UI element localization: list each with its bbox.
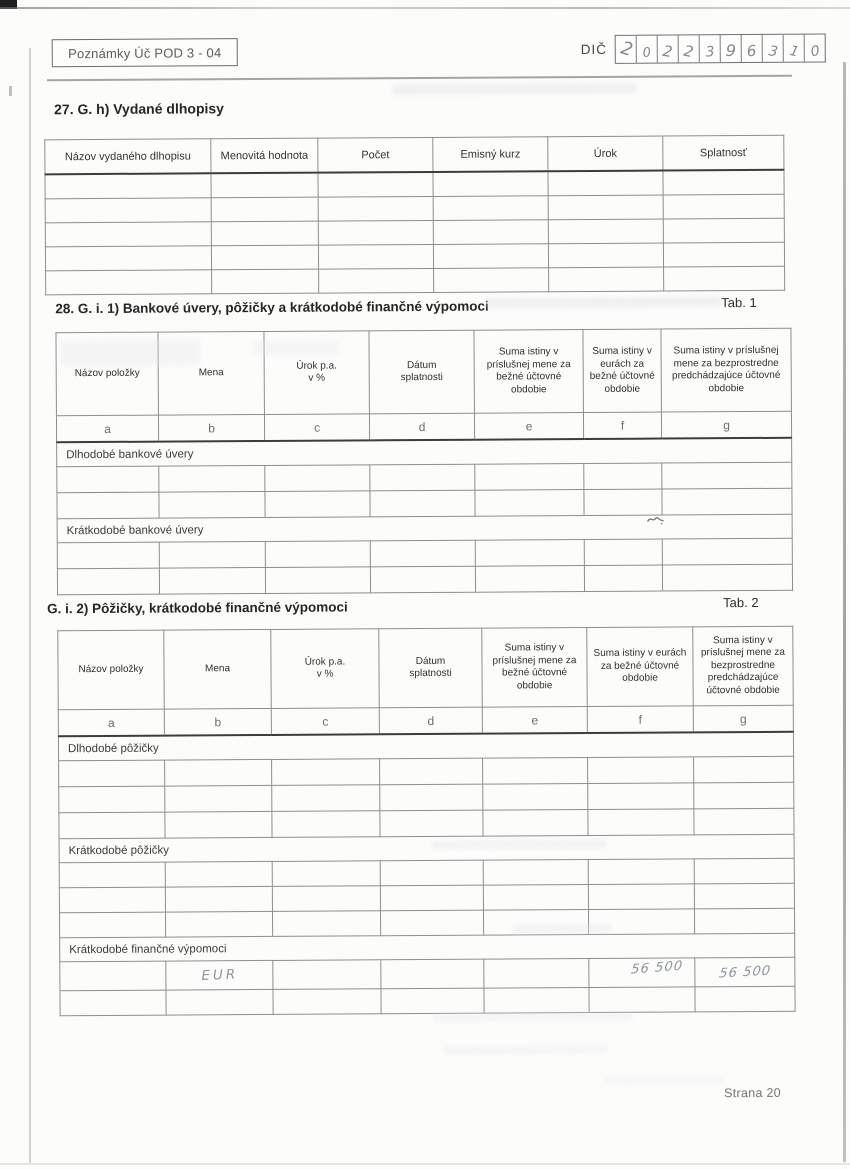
handwritten-digit: 6	[746, 41, 758, 61]
empty-cell	[662, 488, 792, 515]
section-gi2-title: G. i. 2) Pôžičky, krátkodobé finančné výpomoci	[47, 599, 348, 617]
empty-cell	[272, 811, 380, 838]
column-letter: f	[583, 412, 661, 439]
empty-cell	[211, 221, 318, 246]
empty-cell	[380, 784, 483, 811]
empty-cell	[549, 267, 664, 292]
column-header: Úrok	[548, 136, 663, 171]
empty-cell	[265, 465, 370, 492]
empty-cell	[265, 491, 370, 518]
column-header: Menovitá hodnota	[211, 138, 318, 173]
scan-artifact	[443, 1045, 608, 1055]
column-letter: a	[56, 415, 158, 442]
handwritten-digit: 1	[787, 42, 801, 61]
handwritten-digit: 3	[767, 43, 779, 61]
empty-cell	[273, 989, 381, 1015]
group-label: Krátkodobé finančné výpomoci	[60, 933, 795, 961]
empty-cell	[165, 759, 272, 786]
empty-cell	[46, 270, 212, 295]
column-header: Suma istiny v príslušnej mene za bežné účtovné obdobie	[474, 330, 584, 414]
empty-cell	[663, 218, 784, 243]
empty-cell	[159, 465, 265, 492]
empty-cell	[319, 268, 434, 293]
column-letter: a	[58, 709, 164, 736]
table-vydane-dlhopisy	[44, 135, 785, 296]
empty-cell	[433, 220, 548, 245]
empty-cell	[57, 492, 159, 519]
empty-cell	[370, 464, 475, 491]
scan-edge-left	[29, 48, 31, 1163]
column-header: Počet	[318, 137, 433, 172]
dic-digit-cell	[699, 35, 720, 62]
empty-cell	[483, 758, 588, 785]
column-header: Suma istiny v eurách za bežné účtovné obdobie	[583, 329, 662, 412]
column-letter: e	[482, 707, 587, 734]
empty-cell	[694, 808, 794, 835]
empty-cell	[484, 988, 589, 1014]
empty-cell	[475, 464, 584, 491]
section-28-title: 28. G. i. 1) Bankové úvery, pôžičky a krátkodobé finančné výpomoci	[55, 298, 489, 317]
empty-cell	[59, 887, 165, 913]
column-header: Splatnosť	[663, 135, 784, 170]
empty-cell	[165, 911, 272, 937]
handwritten-digit: 2	[661, 41, 675, 62]
column-letter: c	[264, 414, 369, 441]
empty-cell	[370, 490, 475, 517]
column-header: Mena	[158, 331, 265, 415]
tab1-label: Tab. 1	[721, 294, 757, 311]
empty-cell	[159, 541, 265, 568]
empty-cell	[483, 860, 588, 886]
empty-cell	[380, 860, 483, 886]
empty-cell	[381, 988, 484, 1014]
column-header: Úrok p.a. v %	[264, 331, 370, 415]
empty-cell	[380, 885, 483, 911]
dic-field	[581, 34, 826, 64]
table-row-with-values	[60, 957, 795, 990]
table-row	[57, 564, 792, 594]
column-header: Názov vydaného dlhopisu	[45, 139, 211, 175]
empty-cell	[318, 196, 433, 221]
empty-cell	[664, 266, 785, 291]
empty-cell	[211, 173, 318, 198]
scan-edge-bottom	[0, 1163, 850, 1165]
empty-cell	[59, 786, 165, 813]
empty-cell	[433, 171, 548, 196]
empty-cell	[57, 568, 159, 595]
empty-cell	[159, 491, 265, 518]
form-id-box	[52, 38, 238, 67]
empty-cell	[272, 911, 380, 937]
handwritten-digit: 9	[725, 40, 737, 61]
empty-cell	[694, 756, 794, 783]
empty-cell	[60, 961, 166, 991]
dic-digit-cell	[741, 35, 762, 62]
handwritten-amount: 56 500	[629, 958, 684, 978]
empty-cell	[588, 809, 694, 836]
empty-cell	[59, 862, 165, 888]
dic-digit-cell	[762, 35, 783, 62]
empty-cell	[272, 759, 380, 786]
empty-cell	[370, 540, 475, 567]
empty-cell	[694, 782, 794, 809]
column-letter: d	[369, 413, 474, 440]
empty-cell	[166, 989, 273, 1015]
amount-cell-f	[589, 958, 695, 988]
dic-digit-cell	[804, 35, 825, 62]
dic-digit-cell	[783, 35, 804, 62]
handwritten-digit: 0	[642, 45, 652, 62]
scan-mark	[9, 86, 12, 96]
handwritten-currency: EUR	[200, 966, 239, 985]
column-header: Suma istiny v príslušnej mene za bezprostredne predchádzajúce účtovné obdobie	[661, 328, 792, 412]
empty-cell	[165, 785, 272, 812]
empty-cell	[45, 222, 211, 247]
table-header-row	[45, 135, 784, 174]
empty-cell	[548, 171, 663, 196]
empty-cell	[662, 462, 792, 489]
empty-cell	[211, 245, 318, 270]
empty-cell	[272, 861, 380, 887]
column-letter: g	[693, 705, 793, 732]
empty-cell	[380, 910, 483, 936]
empty-cell	[272, 886, 380, 912]
empty-cell	[159, 567, 265, 594]
handwritten-digit: 2	[617, 37, 635, 61]
empty-cell	[45, 246, 211, 271]
empty-cell	[212, 269, 319, 294]
empty-cell	[483, 810, 588, 837]
column-letter: b	[164, 708, 271, 735]
scan-artifact	[254, 341, 339, 356]
column-letter: f	[587, 706, 693, 733]
group-label: Dlhodobé bankové úvery	[57, 438, 792, 467]
empty-cell	[588, 757, 694, 784]
empty-cell	[265, 541, 370, 568]
empty-cell	[584, 489, 662, 515]
empty-cell	[589, 987, 695, 1013]
table-bankove-uvery	[55, 328, 793, 595]
empty-cell	[548, 243, 663, 268]
group-label: Dlhodobé pôžičky	[58, 732, 793, 761]
column-header: Dátum splatnosti	[379, 628, 482, 708]
empty-cell	[165, 811, 272, 838]
scan-edge-top	[0, 7, 850, 9]
column-header: Emisný kurz	[433, 137, 548, 172]
empty-cell	[59, 912, 165, 938]
empty-cell	[662, 538, 792, 565]
ink-mark	[646, 513, 666, 527]
empty-cell	[483, 784, 588, 811]
empty-cell	[211, 197, 318, 222]
dic-digit-cell	[657, 35, 678, 62]
table-header-row	[58, 626, 793, 709]
column-header: Názov položky	[56, 332, 159, 416]
empty-cell	[272, 785, 380, 812]
form-id-label: Poznámky Úč POD 3 - 04	[68, 44, 222, 61]
empty-cell	[273, 960, 381, 990]
empty-cell	[318, 220, 433, 245]
page-number: Strana 20	[724, 1085, 782, 1101]
empty-cell	[45, 173, 211, 199]
empty-cell	[663, 194, 784, 219]
empty-cell	[59, 760, 165, 787]
tab2-label: Tab. 2	[723, 594, 759, 611]
table-row	[60, 986, 795, 1015]
amount-cell-g	[695, 957, 795, 987]
column-letter: b	[158, 414, 264, 441]
empty-cell	[584, 565, 662, 591]
column-header: Suma istiny v eurách za bežné účtovné obdobie	[587, 627, 693, 707]
empty-cell	[694, 858, 794, 884]
empty-cell	[265, 567, 370, 594]
column-header: Dátum splatnosti	[369, 330, 475, 414]
scan-edge-right	[843, 62, 846, 1162]
empty-cell	[60, 990, 166, 1016]
empty-cell	[548, 219, 663, 244]
handwritten-digit: 2	[682, 41, 696, 62]
column-header: Suma istiny v príslušnej mene za bežné účtovné obdobie	[482, 628, 587, 708]
empty-cell	[695, 986, 795, 1012]
empty-cell	[380, 758, 483, 785]
handwritten-digit: 0	[809, 43, 821, 61]
empty-cell	[165, 861, 272, 887]
empty-cell	[663, 170, 784, 195]
scan-artifact	[392, 83, 637, 95]
scan-artifact	[433, 1012, 633, 1022]
column-letter: g	[661, 411, 791, 438]
table-pozicky-vypomoci	[57, 626, 795, 1016]
empty-cell	[59, 812, 165, 839]
empty-cell	[548, 195, 663, 220]
dic-digit-cell	[636, 36, 657, 63]
empty-cell	[45, 198, 211, 223]
empty-cell	[318, 172, 433, 197]
empty-cell	[475, 540, 584, 567]
column-letter: d	[379, 707, 482, 734]
empty-cell	[433, 196, 548, 221]
empty-cell	[475, 490, 584, 517]
scan-artifact	[61, 339, 201, 366]
scan-artifact	[603, 1076, 723, 1085]
scan-artifact	[512, 924, 612, 935]
column-letter: e	[474, 413, 583, 440]
empty-cell	[584, 539, 662, 565]
scan-artifact	[486, 296, 721, 308]
column-letter: c	[271, 708, 379, 735]
empty-cell	[588, 859, 694, 885]
empty-cell	[483, 885, 588, 911]
table-row	[46, 266, 785, 295]
empty-cell	[484, 959, 589, 989]
empty-cell	[57, 542, 159, 569]
group-label: Krátkodobé bankové úvery	[57, 514, 792, 542]
column-header: Mena	[164, 629, 271, 709]
empty-cell	[380, 810, 483, 837]
column-header: Suma istiny v príslušnej mene za bezprostredne predchádzajúce účtovné obdobie	[693, 626, 793, 706]
header-divider	[47, 75, 792, 82]
empty-cell	[694, 883, 794, 909]
empty-cell	[381, 959, 484, 989]
dic-digit-cell	[678, 35, 699, 62]
empty-cell	[433, 244, 548, 269]
empty-cell	[588, 884, 694, 910]
empty-cell	[475, 566, 584, 593]
empty-cell	[584, 463, 662, 489]
empty-cell	[663, 242, 784, 267]
handwritten-digit: 3	[704, 43, 716, 61]
empty-cell	[662, 564, 792, 591]
empty-cell	[57, 466, 159, 493]
empty-cell	[694, 908, 794, 934]
dic-digit-cell	[720, 35, 741, 62]
column-header: Názov položky	[58, 630, 164, 710]
section-27-title: 27. G. h) Vydané dlhopisy	[54, 100, 224, 118]
dic-digit-cell	[616, 36, 636, 63]
empty-cell	[588, 783, 694, 810]
scan-artifact	[432, 839, 607, 850]
empty-cell	[434, 268, 549, 293]
handwritten-amount: 56 500	[718, 963, 772, 982]
dic-label: DIČ	[580, 41, 608, 58]
dic-digit-boxes	[615, 34, 826, 64]
column-header: Úrok p.a. v %	[271, 629, 379, 709]
empty-cell	[370, 566, 475, 593]
empty-cell	[165, 886, 272, 912]
empty-cell	[318, 244, 433, 269]
currency-cell	[166, 960, 273, 990]
group-label: Krátkodobé pôžičky	[59, 834, 794, 862]
